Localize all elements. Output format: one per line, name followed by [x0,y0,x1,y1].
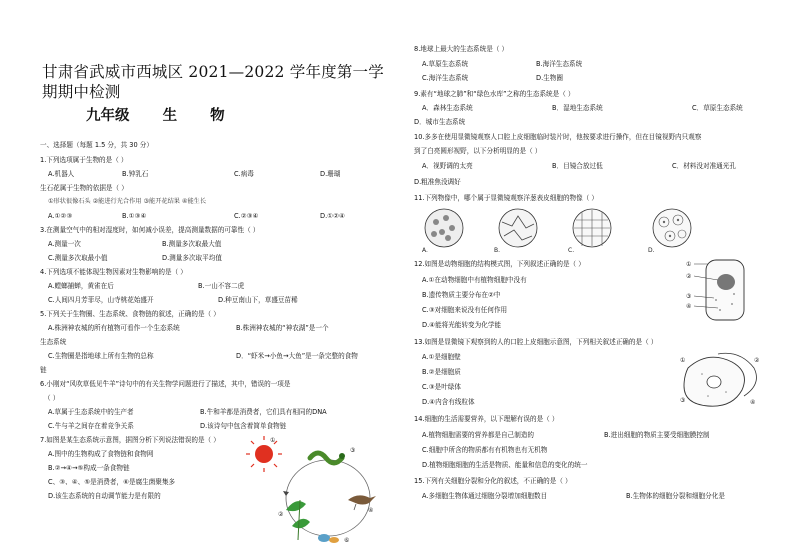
q4-option-a: A.螳螂捕蝉，黄雀在后 [48,282,114,290]
q15-option-b: B.生物体的细胞分裂和细胞分化是 [626,492,725,500]
q2-stem: 生石花属于生物的依据是（ ） [40,184,128,192]
fig-label-1: ① [270,437,276,444]
q12-stem: 12.如图是动物细胞的结构模式图，下列叙述正确的是（ ） [414,260,585,268]
q7-option-c: C、③、④、⑤是消费者，⑥是腐生菌聚集多 [48,478,176,486]
q5-stem: 5.下列关于生物圈、生态系统、食物链的叙述，正确的是（ ） [40,310,220,318]
q8-option-a: A.草原生态系统 [422,60,469,68]
fig-label-6: ⑥ [344,537,350,544]
q11-cell-images [414,206,714,256]
q1-option-a: A.机器人 [48,170,75,178]
q10-option-b: B．目镜合放过低 [552,162,603,170]
q8-option-d: D.生物圈 [536,74,563,82]
q1-option-b: B.钟乳石 [122,170,149,178]
q1-option-d: D.珊瑚 [320,170,341,178]
q12-option-b: B.遗传物质主要分布在②中 [422,291,501,299]
section-heading: 一、选择题（每题 1.5 分，共 30 分） [40,141,153,149]
ecosystem-figure [240,430,390,544]
cell-part-label-1: ① [686,261,692,268]
cell-image-c [573,209,611,247]
q2-option-c: C.②③④ [234,212,259,220]
q2-option-d: D.①②④ [320,212,345,220]
q6-option-c: C.牛与羊之间存在着竞争关系 [48,422,134,430]
q4-stem: 4.下列选项不能体现生物因素对生物影响的是（ ） [40,268,187,276]
exam-subtitle [86,104,247,125]
exam-title: 甘肃省武威市西城区 2021—2022 学年度第一学期期中检测 [42,63,384,101]
plant-icon [286,500,310,540]
q4-option-d: D.种豆南山下，草盛豆苗稀 [218,296,298,304]
q6-option-d: D.该诗句中包含着简单食物链 [200,422,287,430]
q6-option-a: A.草属于生态系统中的生产者 [48,408,134,416]
q7-option-b: B.②→④→⑤构成一条食物链 [48,464,130,472]
q9-option-d: D．城市生态系统 [414,118,466,126]
q11-stem: 11.下列物像中，哪个属于显微镜观察洋葱表皮细胞的物像（ ） [414,194,599,202]
q14-stem: 14.细胞的生活需要营养，以下理解有误的是（ ） [414,415,559,423]
q3-option-b: B.测量多次取最大值 [162,240,222,248]
fig-label-2: ② [278,511,284,518]
q9-option-a: A．森林生态系统 [422,104,473,112]
q5-option-a: A.株洲神农城的所有植物可看作一个生态系统 [48,324,180,332]
q13-option-a: A.①是细胞壁 [422,353,461,361]
q6-option-b: B.牛和羊都是消费者，它们具有相同的DNA [200,408,327,416]
cell-image-b [499,209,537,247]
cell-part-label-4: ④ [686,303,692,310]
q10-stem: 10.多多在使用显微镜观察人口腔上皮细胞临时装片时，他按要求进行操作，但在目镜视野内只观察 [414,133,702,141]
q8-option-b: B.海洋生态系统 [536,60,583,68]
q13-stem: 13.如图是显微镜下观察到的人的口腔上皮细胞示意图，下列相关叙述正确的是（ ） [414,338,658,346]
fig-label-3: ③ [350,447,356,454]
q14-option-b: B.进出细胞的物质主要受细胞膜控制 [604,431,710,439]
fig-label-4: ④ [368,507,374,514]
cell-label-c: C. [568,247,575,254]
q13-option-d: D.④内含有线粒体 [422,398,475,406]
q12-option-a: A.①在动物细胞中有植物细胞中没有 [422,276,527,284]
cell-label-a: A. [422,247,428,254]
q8-stem: 8.地球上最大的生态系统是（ ） [414,45,509,53]
cheek-label-4: ④ [750,399,756,406]
q9-stem: 9.素有“地球之肺”和“绿色水库”之称的生态系统是（ ） [414,90,575,98]
q12-option-c: C.③对细胞来说没有任何作用 [422,306,508,314]
animal-cell-figure [684,256,748,326]
q7-option-a: A.图中的生物构成了食物链和食物网 [48,450,154,458]
q10-option-c: C．材料没对准通光孔 [672,162,736,170]
cell-label-d: D. [648,247,655,254]
q15-option-a: A.多细胞生物体通过细胞分裂增加细胞数目 [422,492,548,500]
q3-stem: 3.在测量空气中的相对湿度时，如何减小误差，提高测量数据的可靠性（ ） [40,226,260,234]
cell-image-a [425,209,463,247]
q10-option-a: A．视野调的太亮 [422,162,473,170]
cell-part-label-3: ③ [686,293,692,300]
q5-option-d: D．“虾米→小鱼→大鱼”是一条完整的食物 [236,352,358,360]
q7-stem: 7.如图是某生态系统示意图，据图分析下列说法错误的是（ ） [40,436,220,444]
sun-icon [246,436,282,472]
q10-option-d: D.粗准焦没调好 [414,178,461,186]
q7-option-d: D.该生态系统的自动调节能力是有限的 [48,492,161,500]
cell-image-d [653,209,691,247]
q1-stem: 1.下列选项属于生物的是（ ） [40,156,128,164]
q12-option-d: D.④能将光能转变为化学能 [422,321,502,329]
q6-stem: 6.小刚对“风吹草低见牛羊”诗句中的有关生物学问题进行了描述，其中，错误的一项是 [40,380,291,388]
q14-option-a: A.植物细胞需要的营养都是自己制造的 [422,431,534,439]
q5-option-c: C.生物圈是指地球上所有生物的总称 [48,352,154,360]
q5-option-b-cont: 生态系统 [40,338,67,346]
q3-option-c: C.测量多次取最小值 [48,254,108,262]
q2-items: ①形状很像石头 ②能进行光合作用 ③能开花结果 ④能生长 [48,198,207,205]
cheek-label-2: ② [754,357,760,364]
q15-stem: 15.下列有关细胞分裂和分化的叙述，不正确的是（ ） [414,477,572,485]
q13-option-c: C.③是叶绿体 [422,383,461,391]
q5-option-d-cont: 链 [40,366,47,374]
subject-char-1: 生 [162,107,178,124]
q5-option-b: B.株洲神农城的“神农湖”是一个 [236,324,329,332]
q10-stem-line2: 到了白亮圆形视野，以下分析明显的是（ ） [414,147,542,155]
q1-option-c: C.病毒 [234,170,254,178]
grade-label: 九年级 [86,107,130,124]
q13-option-b: B.②是细胞质 [422,368,461,376]
q2-option-b: B.①③④ [122,212,147,220]
q9-option-b: B．湿地生态系统 [552,104,603,112]
cheek-cell-figure [678,348,764,412]
q14-option-c: C.细胞中所含的物质都有有机物也有无机物 [422,446,548,454]
q4-option-c: C.人间四月芳菲尽，山寺桃花始盛开 [48,296,154,304]
subject-char-2: 物 [210,107,225,124]
cell-label-b: B. [494,247,501,254]
q6-paren: （ ） [44,394,60,402]
cheek-label-1: ① [680,357,686,364]
q4-option-b: B.一山不容二虎 [198,282,245,290]
q2-option-a: A.①②③ [48,212,73,220]
cheek-label-3: ③ [680,397,686,404]
cell-part-label-2: ② [686,273,692,280]
q3-option-d: D.测量多次取平均值 [162,254,222,262]
q14-option-d: D.植物细胞细胞的生活是物质、能量和信息的变化的统一 [422,461,588,469]
q9-option-c: C．草原生态系统 [692,104,743,112]
q3-option-a: A.测量一次 [48,240,81,248]
q8-option-c: C.海洋生态系统 [422,74,469,82]
